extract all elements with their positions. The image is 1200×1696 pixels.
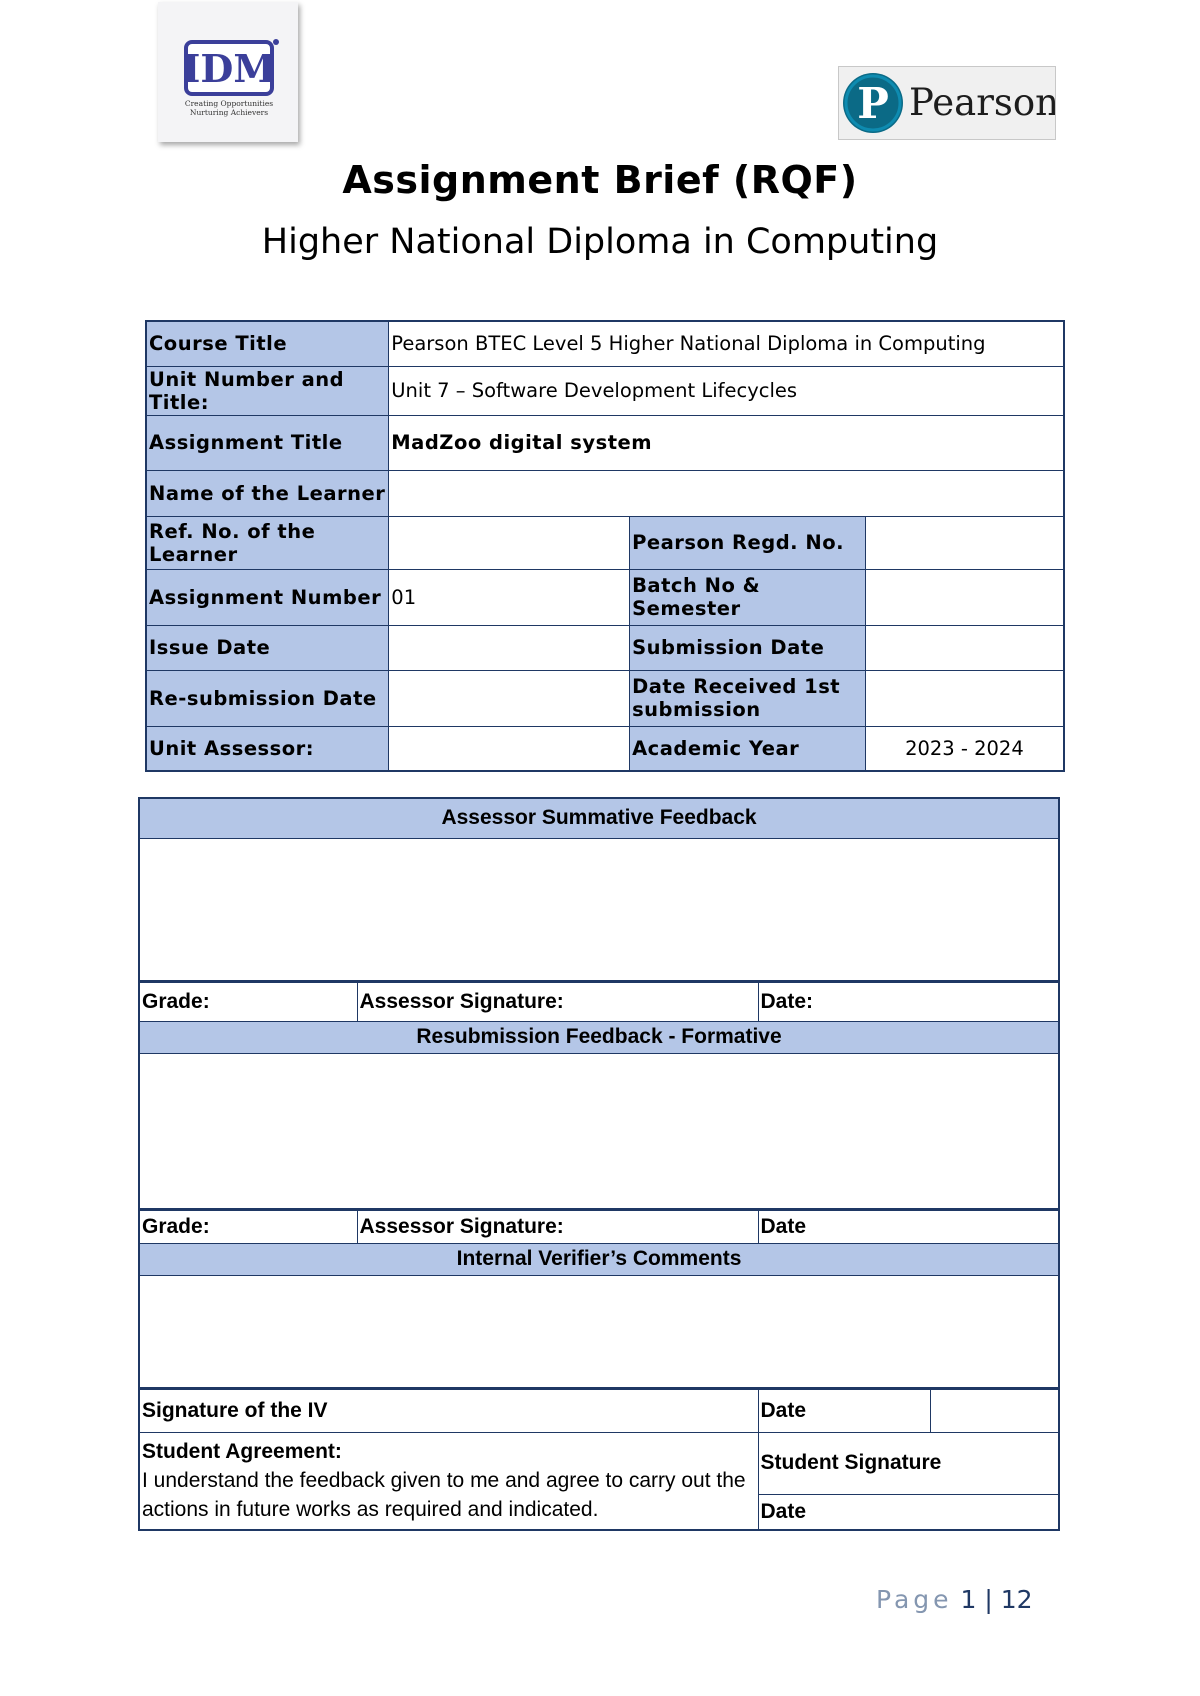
- issue-date-label: Issue Date: [146, 625, 389, 670]
- summative-feedback-header: Assessor Summative Feedback: [139, 798, 1059, 838]
- unit-assessor-value[interactable]: [389, 726, 630, 771]
- resub-grade-label: Grade:: [139, 1209, 357, 1243]
- unit-value: Unit 7 – Software Development Lifecycles: [389, 366, 1064, 415]
- resubmission-date-value[interactable]: [389, 670, 630, 726]
- assignment-title-value: MadZoo digital system: [389, 415, 1064, 470]
- iv-comments-header: Internal Verifier’s Comments: [139, 1243, 1059, 1275]
- idm-tagline-1: Creating Opportunities: [184, 99, 274, 108]
- date-received-value[interactable]: [865, 670, 1064, 726]
- course-title-value: Pearson BTEC Level 5 Higher National Diploma in Computing: [389, 321, 1064, 366]
- pearson-logo-text: Pearson: [909, 81, 1055, 124]
- iv-date-value[interactable]: [930, 1388, 1059, 1432]
- resub-date-label: Date: [758, 1209, 1059, 1243]
- batch-value[interactable]: [865, 569, 1064, 625]
- student-agreement-title: Student Agreement:: [142, 1440, 342, 1464]
- idm-logo-text: IDM: [182, 46, 276, 91]
- student-agreement-text: I understand the feedback given to me and agree to carry out the actions in future works as required and indicated.: [142, 1469, 746, 1522]
- assignment-number-label: Assignment Number: [146, 569, 389, 625]
- iv-comments-area[interactable]: [139, 1275, 1059, 1388]
- grade-label: Grade:: [139, 981, 357, 1021]
- student-agreement-cell: [139, 1432, 758, 1530]
- unit-label: Unit Number and Title:: [146, 366, 389, 415]
- ref-no-label: Ref. No. of the Learner: [146, 516, 389, 569]
- unit-assessor-label: Unit Assessor:: [146, 726, 389, 771]
- pearson-regd-value[interactable]: [865, 516, 1064, 569]
- resubmission-feedback-area[interactable]: [139, 1053, 1059, 1209]
- academic-year-value: 2023 - 2024: [865, 726, 1064, 771]
- idm-logo: [158, 2, 298, 142]
- submission-date-value[interactable]: [865, 625, 1064, 670]
- page-word: Page: [876, 1585, 953, 1614]
- course-title-label: Course Title: [146, 321, 389, 366]
- document-title: Assignment Brief (RQF): [342, 158, 858, 202]
- idm-tagline-2: Nurturing Achievers: [189, 108, 269, 117]
- page-total: 12: [1000, 1585, 1033, 1614]
- page-number: 1: [960, 1585, 977, 1614]
- submission-date-label: Submission Date: [630, 625, 866, 670]
- ref-no-value[interactable]: [389, 516, 630, 569]
- date-received-label: Date Received 1st submission: [630, 670, 866, 726]
- page-separator: |: [984, 1585, 993, 1614]
- pearson-logo: [838, 66, 1056, 140]
- iv-signature-label: Signature of the IV: [139, 1388, 758, 1432]
- summative-feedback-area[interactable]: [139, 838, 1059, 981]
- assessor-signature-label: Assessor Signature:: [357, 981, 758, 1021]
- page-footer: [876, 1585, 1033, 1614]
- learner-name-value[interactable]: [389, 470, 1064, 516]
- svg-text:P: P: [857, 79, 889, 128]
- assignment-title-label: Assignment Title: [146, 415, 389, 470]
- resub-assessor-signature-label: Assessor Signature:: [357, 1209, 758, 1243]
- course-info-table: [145, 320, 1065, 772]
- learner-name-label: Name of the Learner: [146, 470, 389, 516]
- assignment-number-value: 01: [389, 569, 630, 625]
- academic-year-label: Academic Year: [630, 726, 866, 771]
- feedback-table: [138, 797, 1060, 1531]
- iv-date-label: Date: [758, 1388, 930, 1432]
- resubmission-date-label: Re-submission Date: [146, 670, 389, 726]
- resubmission-feedback-header: Resubmission Feedback - Formative: [139, 1021, 1059, 1053]
- issue-date-value[interactable]: [389, 625, 630, 670]
- pearson-regd-label: Pearson Regd. No.: [630, 516, 866, 569]
- summative-date-label: Date:: [758, 981, 1059, 1021]
- batch-label: Batch No & Semester: [630, 569, 866, 625]
- document-subtitle: Higher National Diploma in Computing: [261, 222, 939, 262]
- student-date-label: Date: [758, 1494, 1059, 1530]
- student-signature-label: Student Signature: [758, 1432, 1059, 1494]
